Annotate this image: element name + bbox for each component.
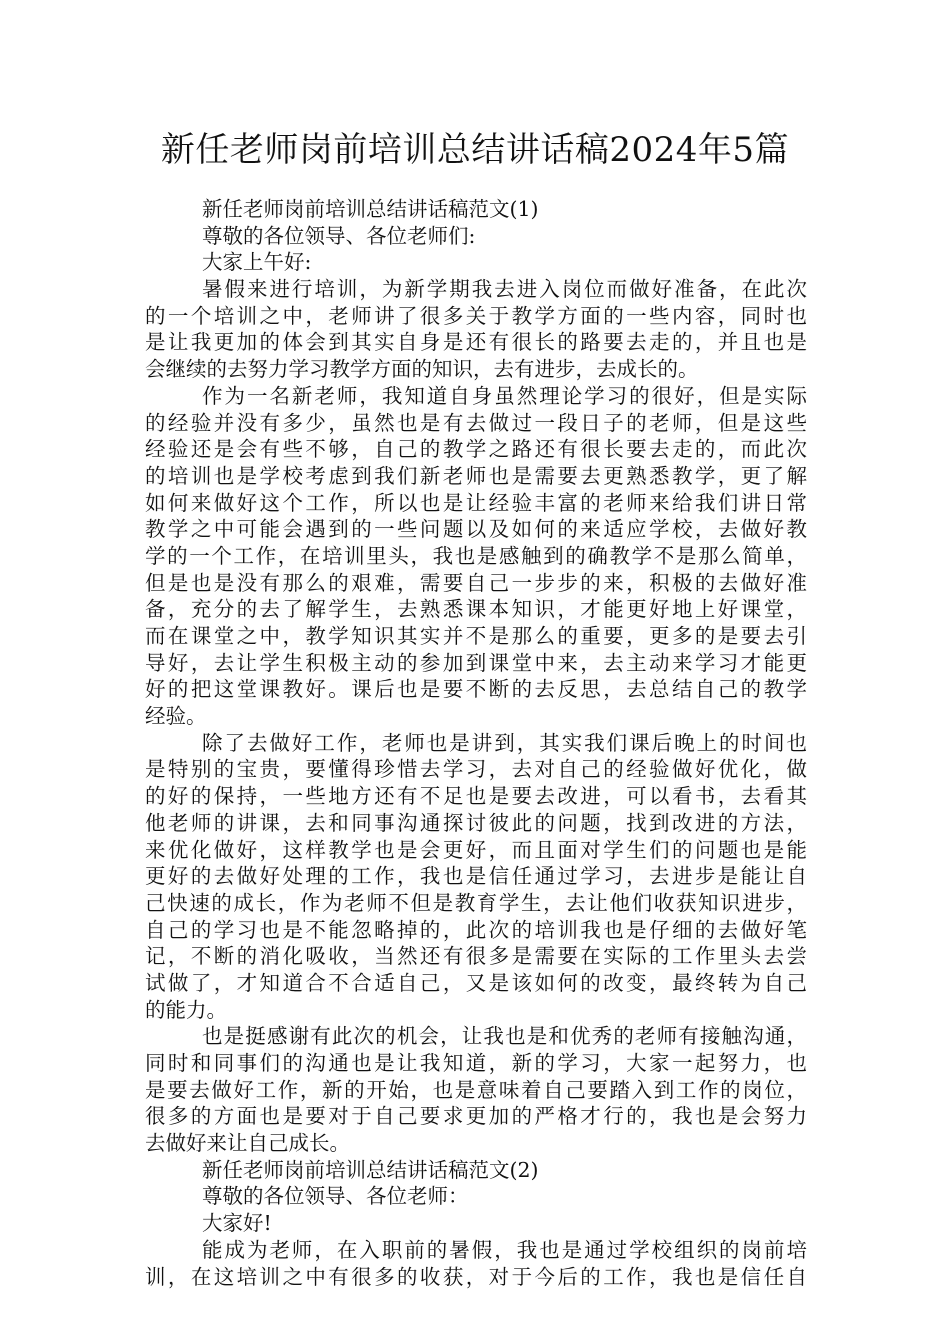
text-line: 同时和同事们的沟通也是让我知道，新的学习，大家一起努力，也 xyxy=(145,1051,807,1075)
text-line: 但是也是没有那么的艰难，需要自己一步步的来，积极的去做好准 xyxy=(145,570,807,595)
text-line: 是要去做好工作，新的开始，也是意味着自己要踏入到工作的岗位， xyxy=(145,1077,807,1102)
text-line: 而在课堂之中，教学知识其实并不是那么的重要，更多的是要去引 xyxy=(145,624,807,648)
text-line: 的能力。 xyxy=(145,997,227,1022)
text-line: 经验。 xyxy=(145,704,207,729)
text-line: 是特别的宝贵，要懂得珍惜去学习，去对自己的经验做好优化，做 xyxy=(145,757,807,782)
text-line: 是让我更加的体会到其实自身是还有很长的路要去走的，并且也是 xyxy=(145,330,807,355)
text-line: 导好，去让学生积极主动的参加到课堂中来，去主动来学习才能更 xyxy=(145,650,807,675)
text-line: 的培训也是学校考虑到我们新老师也是需要去更熟悉教学，更了解 xyxy=(145,463,807,488)
text-line: 试做了，才知道合不合适自己，又是该如何的改变，最终转为自己 xyxy=(145,970,807,995)
text-line: 除了去做好工作，老师也是讲到，其实我们课后晚上的时间也 xyxy=(202,730,807,755)
text-line: 好的把这堂课教好。课后也是要不断的去反思，去总结自己的教学 xyxy=(145,677,807,702)
text-line: 记，不断的消化吸收，当然还有很多是需要在实际的工作里头去尝 xyxy=(145,944,807,969)
text-line: 如何来做好这个工作，所以也是让经验丰富的老师来给我们讲日常 xyxy=(145,490,807,515)
text-line: 自己的学习也是不能忽略掉的，此次的培训我也是仔细的去做好笔 xyxy=(145,917,807,942)
text-line: 教学之中可能会遇到的一些问题以及如何的来适应学校，去做好教 xyxy=(145,517,807,542)
text-line: 他老师的讲课，去和同事沟通探讨彼此的问题，找到改进的方法， xyxy=(145,810,807,835)
text-line: 训，在这培训之中有很多的收获，对于今后的工作，我也是信任自 xyxy=(145,1264,807,1289)
text-line: 经验还是会有些不够，自己的教学之路还有很长要去走的，而此次 xyxy=(145,437,807,462)
text-line: 大家上午好: xyxy=(202,250,312,275)
text-line: 大家好! xyxy=(202,1211,272,1236)
text-line: 来优化做好，这样教学也是会更好，而且面对学生们的问题也是能 xyxy=(145,837,807,862)
text-line: 己快速的成长，作为老师不但是教育学生，去让他们收获知识进步， xyxy=(145,890,807,915)
text-line: 暑假来进行培训，为新学期我去进入岗位而做好准备，在此次 xyxy=(202,277,807,302)
text-line: 尊敬的各位领导、各位老师们: xyxy=(202,223,476,248)
text-line: 新任老师岗前培训总结讲话稿范文(1) xyxy=(202,197,539,221)
document-title: 新任老师岗前培训总结讲话稿2024年5篇 xyxy=(160,130,790,170)
text-line: 新任老师岗前培训总结讲话稿范文(2) xyxy=(202,1157,539,1182)
text-line: 的经验并没有多少，虽然也是有去做过一段日子的老师，但是这些 xyxy=(145,410,807,435)
text-line: 能成为老师，在入职前的暑假，我也是通过学校组织的岗前培 xyxy=(202,1237,807,1262)
text-line: 学的一个工作，在培训里头，我也是感触到的确教学不是那么简单， xyxy=(145,543,807,568)
text-line: 尊敬的各位领导、各位老师： xyxy=(202,1184,469,1209)
text-line: 更好的去做好处理的工作，我也是信任通过学习，去进步是能让自 xyxy=(145,864,807,889)
text-line: 很多的方面也是要对于自己要求更加的严格才行的，我也是会努力 xyxy=(145,1104,807,1129)
text-line: 去做好来让自己成长。 xyxy=(145,1131,350,1156)
text-line: 的好的保持，一些地方还有不足也是要去改进，可以看书，去看其 xyxy=(145,784,807,809)
text-line: 的一个培训之中，老师讲了很多关于教学方面的一些内容，同时也 xyxy=(145,303,807,328)
text-line: 备，充分的去了解学生，去熟悉课本知识，才能更好地上好课堂， xyxy=(145,597,807,622)
text-line: 也是挺感谢有此次的机会，让我也是和优秀的老师有接触沟通， xyxy=(202,1024,807,1049)
text-line: 作为一名新老师，我知道自身虽然理论学习的很好，但是实际 xyxy=(202,383,807,408)
text-line: 会继续的去努力学习教学方面的知识，去有进步，去成长的。 xyxy=(145,357,699,382)
document-body xyxy=(145,196,807,1290)
